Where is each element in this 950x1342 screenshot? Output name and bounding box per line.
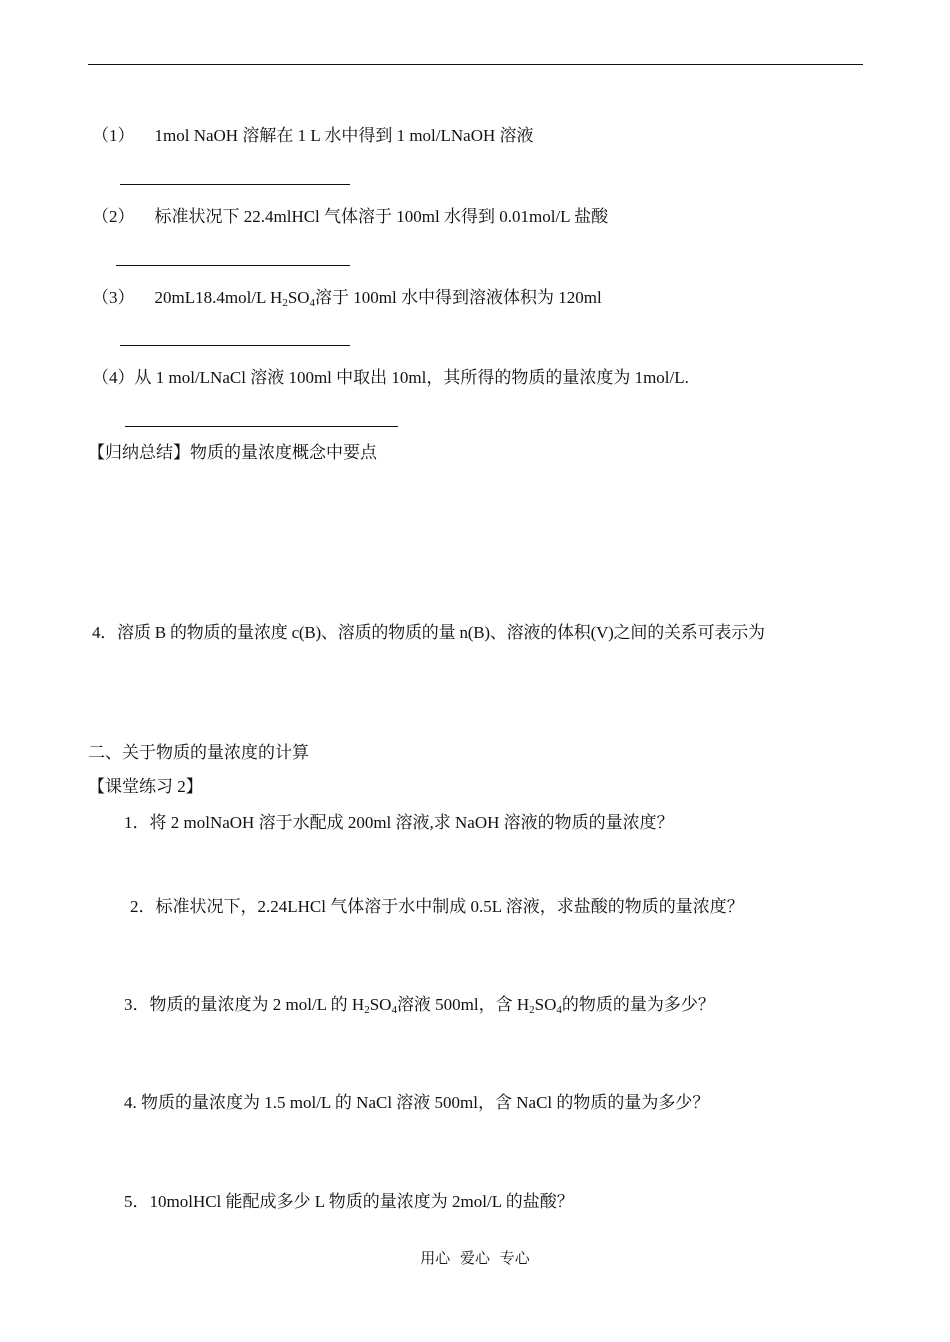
practice-2-heading: 【课堂练习 2】 bbox=[88, 777, 203, 796]
section-2-heading: 二、关于物质的量浓度的计算 bbox=[88, 743, 309, 762]
item-1-text: 1mol NaOH 溶解在 1 L 水中得到 1 mol/LNaOH 溶液 bbox=[154, 126, 534, 145]
question-1: 1．将 2 molNaOH 溶于水配成 200ml 溶液,求 NaOH 溶液的物质的量浓度？ bbox=[124, 813, 674, 832]
question-2: 2．标准状况下，2.24LHCl 气体溶于水中制成 0.5L 溶液，求盐酸的物质的量浓度？ bbox=[130, 897, 744, 916]
item-2-number: （2） bbox=[92, 207, 135, 226]
item-1 bbox=[92, 125, 534, 147]
answer-blank-1[interactable] bbox=[120, 184, 350, 185]
item-3-text: 20mL18.4mol/L $H_2SO_4$溶于 100ml 水中得到溶液体积为 120ml bbox=[154, 288, 602, 309]
answer-blank-3[interactable] bbox=[120, 345, 350, 346]
question-3: 3．物质的量浓度为 2 mol/L 的 $H_2SO_4$溶液 500ml，含 $H_2SO_4$的物质的量为多少？ bbox=[124, 995, 715, 1016]
header-rule bbox=[88, 64, 863, 65]
point-4-text: 4．溶质 B 的物质的量浓度 c(B)、溶质的物质的量 n(B)、溶液的体积(V)之间的关系可表示为 bbox=[92, 623, 765, 642]
question-4: 4. 物质的量浓度为 1.5 mol/L 的 NaCl 溶液 500ml，含 NaCl 的物质的量为多少？ bbox=[124, 1093, 710, 1112]
item-2-text: 标准状况下 22.4mlHCl 气体溶于 100ml 水得到 0.01mol/L 盐酸 bbox=[154, 207, 609, 226]
page-footer: 用心 爱心 专心 bbox=[420, 1251, 530, 1267]
answer-blank-4[interactable] bbox=[125, 426, 398, 427]
answer-blank-2[interactable] bbox=[116, 265, 350, 266]
question-5: 5．10molHCl 能配成多少 L 物质的量浓度为 2mol/L 的盐酸？ bbox=[124, 1192, 574, 1211]
item-4: （4）从 1 mol/LNaCl 溶液 100ml 中取出 10ml，其所得的物质的量浓度为 1mol/L. bbox=[92, 368, 689, 387]
item-3 bbox=[92, 287, 602, 309]
item-1-number: （1） bbox=[92, 126, 135, 145]
summary-heading: 【归纳总结】物质的量浓度概念中要点 bbox=[88, 443, 377, 462]
item-2 bbox=[92, 206, 608, 228]
item-3-number: （3） bbox=[92, 288, 135, 307]
